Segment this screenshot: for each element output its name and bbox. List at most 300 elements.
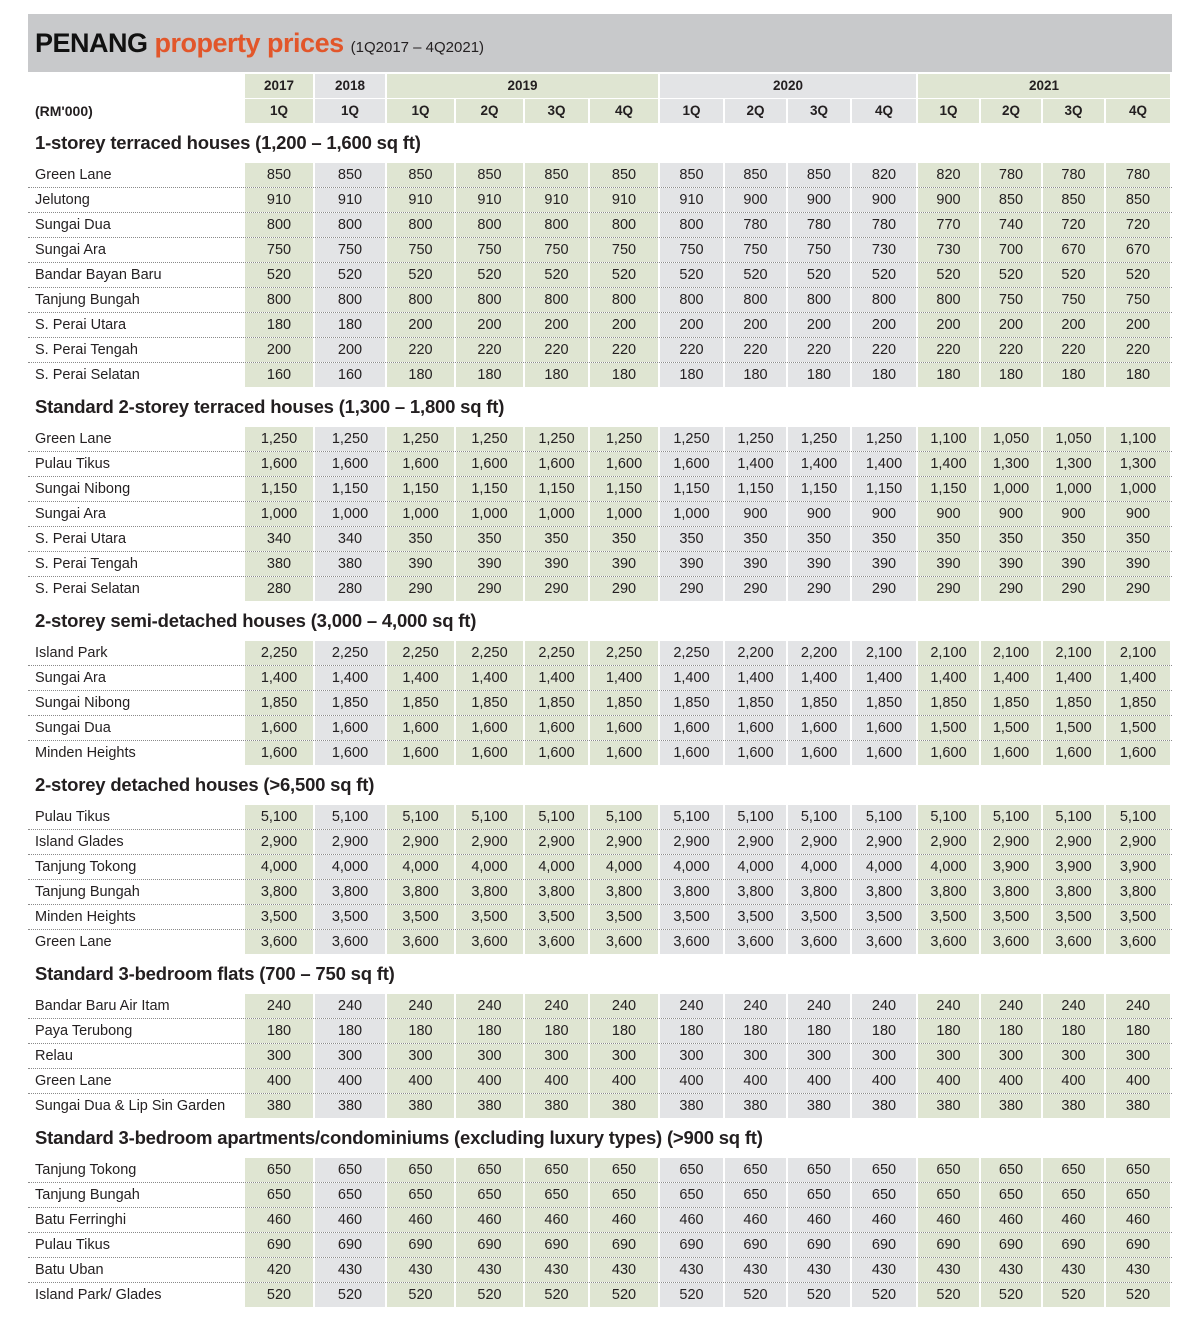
table-cell: 380 xyxy=(660,1094,723,1118)
table-cell: 430 xyxy=(590,1258,658,1282)
table-cell: 2,100 xyxy=(852,641,916,665)
table-cell: 1,850 xyxy=(456,691,523,715)
table-cell: 390 xyxy=(456,552,523,576)
table-cell: 3,800 xyxy=(725,880,786,904)
table-cell: 1,100 xyxy=(1106,427,1170,451)
table-cell: 290 xyxy=(918,577,979,601)
table-cell: 1,600 xyxy=(1106,741,1170,765)
table-cell: 220 xyxy=(590,338,658,362)
table-cell: 350 xyxy=(918,527,979,551)
table-cell: 1,850 xyxy=(315,691,385,715)
table-cell: 520 xyxy=(1106,263,1170,287)
table-cell: 900 xyxy=(918,502,979,526)
row-label: Tanjung Bungah xyxy=(35,1187,140,1203)
table-cell: 300 xyxy=(788,1044,850,1068)
table-cell: 650 xyxy=(525,1183,588,1207)
table-cell: 1,850 xyxy=(725,691,786,715)
table-cell: 400 xyxy=(788,1069,850,1093)
quarter-header: 4Q xyxy=(1106,99,1170,123)
table-cell: 2,200 xyxy=(725,641,786,665)
table-cell: 460 xyxy=(387,1208,454,1232)
table-cell: 350 xyxy=(788,527,850,551)
row-label: Sungai Ara xyxy=(35,506,106,522)
table-cell: 5,100 xyxy=(456,805,523,829)
table-cell: 850 xyxy=(456,163,523,187)
table-cell: 900 xyxy=(788,502,850,526)
table-cell: 2,900 xyxy=(590,830,658,854)
table-cell: 400 xyxy=(315,1069,385,1093)
table-cell: 650 xyxy=(852,1183,916,1207)
table-cell: 290 xyxy=(387,577,454,601)
quarter-header: 2Q xyxy=(981,99,1041,123)
row-label: Tanjung Bungah xyxy=(35,884,140,900)
table-cell: 690 xyxy=(981,1233,1041,1257)
table-cell: 300 xyxy=(245,1044,313,1068)
table-cell: 690 xyxy=(315,1233,385,1257)
table-cell: 750 xyxy=(1106,288,1170,312)
table-cell: 650 xyxy=(981,1158,1041,1182)
table-cell: 2,100 xyxy=(918,641,979,665)
table-cell: 3,600 xyxy=(981,930,1041,954)
table-cell: 800 xyxy=(456,213,523,237)
table-cell: 910 xyxy=(315,188,385,212)
row-label: S. Perai Selatan xyxy=(35,581,140,597)
table-cell: 2,900 xyxy=(1106,830,1170,854)
table-cell: 200 xyxy=(590,313,658,337)
table-cell: 1,850 xyxy=(245,691,313,715)
table-cell: 3,600 xyxy=(387,930,454,954)
table-cell: 5,100 xyxy=(315,805,385,829)
table-cell: 350 xyxy=(387,527,454,551)
table-cell: 650 xyxy=(725,1158,786,1182)
table-cell: 650 xyxy=(1106,1158,1170,1182)
row-label: S. Perai Utara xyxy=(35,317,127,333)
year-header: 2021 xyxy=(918,74,1170,98)
table-cell: 1,150 xyxy=(852,477,916,501)
table-cell: 850 xyxy=(1043,188,1104,212)
table-cell: 4,000 xyxy=(590,855,658,879)
row-label: Tanjung Tokong xyxy=(35,1162,137,1178)
table-cell: 2,900 xyxy=(788,830,850,854)
table-cell: 350 xyxy=(590,527,658,551)
table-cell: 2,250 xyxy=(525,641,588,665)
table-cell: 1,250 xyxy=(725,427,786,451)
table-cell: 5,100 xyxy=(387,805,454,829)
table-cell: 520 xyxy=(590,1283,658,1307)
table-cell: 1,150 xyxy=(788,477,850,501)
table-cell: 430 xyxy=(918,1258,979,1282)
table-cell: 3,600 xyxy=(725,930,786,954)
table-cell: 290 xyxy=(590,577,658,601)
table-cell: 240 xyxy=(852,994,916,1018)
table-cell: 3,500 xyxy=(315,905,385,929)
table-cell: 1,400 xyxy=(1043,666,1104,690)
table-cell: 3,800 xyxy=(981,880,1041,904)
table-cell: 380 xyxy=(315,552,385,576)
table-cell: 1,000 xyxy=(456,502,523,526)
table-cell: 460 xyxy=(788,1208,850,1232)
table-cell: 750 xyxy=(981,288,1041,312)
table-cell: 900 xyxy=(981,502,1041,526)
table-cell: 300 xyxy=(660,1044,723,1068)
table-cell: 5,100 xyxy=(1106,805,1170,829)
table-cell: 380 xyxy=(245,552,313,576)
table-cell: 520 xyxy=(788,1283,850,1307)
table-cell: 5,100 xyxy=(525,805,588,829)
table-cell: 650 xyxy=(1106,1183,1170,1207)
table-cell: 1,600 xyxy=(852,741,916,765)
table-cell: 900 xyxy=(725,502,786,526)
table-cell: 300 xyxy=(525,1044,588,1068)
row-label: Green Lane xyxy=(35,167,112,183)
row-label: Island Glades xyxy=(35,834,124,850)
row-label: Minden Heights xyxy=(35,909,136,925)
table-cell: 1,250 xyxy=(456,427,523,451)
table-cell: 690 xyxy=(525,1233,588,1257)
table-cell: 1,850 xyxy=(660,691,723,715)
table-cell: 400 xyxy=(918,1069,979,1093)
table-cell: 2,900 xyxy=(981,830,1041,854)
table-cell: 380 xyxy=(387,1094,454,1118)
section-title: 2-storey detached houses (>6,500 sq ft) xyxy=(35,774,375,795)
table-cell: 2,100 xyxy=(1106,641,1170,665)
row-label: Jelutong xyxy=(35,192,90,208)
table-cell: 220 xyxy=(852,338,916,362)
table-cell: 1,400 xyxy=(788,452,850,476)
table-cell: 380 xyxy=(315,1094,385,1118)
table-cell: 5,100 xyxy=(788,805,850,829)
table-cell: 180 xyxy=(590,363,658,387)
table-cell: 390 xyxy=(981,552,1041,576)
table-cell: 3,800 xyxy=(1043,880,1104,904)
table-cell: 1,850 xyxy=(387,691,454,715)
table-cell: 1,000 xyxy=(660,502,723,526)
table-cell: 670 xyxy=(1043,238,1104,262)
table-cell: 1,300 xyxy=(1043,452,1104,476)
table-cell: 900 xyxy=(1106,502,1170,526)
table-cell: 1,400 xyxy=(660,666,723,690)
table-cell: 650 xyxy=(387,1158,454,1182)
table-cell: 350 xyxy=(456,527,523,551)
table-cell: 900 xyxy=(1043,502,1104,526)
table-cell: 430 xyxy=(788,1258,850,1282)
row-label: Batu Ferringhi xyxy=(35,1212,127,1228)
table-cell: 240 xyxy=(1043,994,1104,1018)
table-cell: 160 xyxy=(315,363,385,387)
table-cell: 5,100 xyxy=(981,805,1041,829)
table-cell: 1,400 xyxy=(852,666,916,690)
table-cell: 180 xyxy=(725,363,786,387)
table-cell: 800 xyxy=(315,213,385,237)
year-header: 2017 xyxy=(245,74,313,98)
table-cell: 4,000 xyxy=(725,855,786,879)
title-accent: property prices xyxy=(154,28,344,58)
row-label: Sungai Ara xyxy=(35,670,106,686)
table-cell: 200 xyxy=(1106,313,1170,337)
table-cell: 380 xyxy=(725,1094,786,1118)
table-cell: 650 xyxy=(852,1158,916,1182)
section-title: Standard 3-bedroom flats (700 – 750 sq ft) xyxy=(35,963,395,984)
table-cell: 1,000 xyxy=(1043,477,1104,501)
table-cell: 220 xyxy=(918,338,979,362)
table-cell: 1,000 xyxy=(315,502,385,526)
table-cell: 1,600 xyxy=(456,452,523,476)
table-cell: 650 xyxy=(660,1158,723,1182)
row-label: Paya Terubong xyxy=(35,1023,133,1039)
table-cell: 4,000 xyxy=(660,855,723,879)
table-cell: 460 xyxy=(525,1208,588,1232)
table-cell: 4,000 xyxy=(315,855,385,879)
table-cell: 290 xyxy=(525,577,588,601)
table-cell: 3,800 xyxy=(315,880,385,904)
table-cell: 1,250 xyxy=(660,427,723,451)
table-cell: 650 xyxy=(245,1158,313,1182)
table-cell: 3,600 xyxy=(525,930,588,954)
table-cell: 1,600 xyxy=(245,716,313,740)
table-cell: 4,000 xyxy=(525,855,588,879)
table-cell: 2,250 xyxy=(245,641,313,665)
table-cell: 1,600 xyxy=(315,741,385,765)
table-cell: 460 xyxy=(981,1208,1041,1232)
table-cell: 290 xyxy=(1106,577,1170,601)
table-cell: 1,600 xyxy=(525,452,588,476)
section-title: 1-storey terraced houses (1,200 – 1,600 sq ft) xyxy=(35,132,421,153)
table-cell: 3,500 xyxy=(456,905,523,929)
table-cell: 460 xyxy=(1043,1208,1104,1232)
table-cell: 2,250 xyxy=(456,641,523,665)
table-cell: 240 xyxy=(315,994,385,1018)
table-cell: 180 xyxy=(315,313,385,337)
table-cell: 390 xyxy=(660,552,723,576)
table-cell: 1,150 xyxy=(456,477,523,501)
table-cell: 3,500 xyxy=(525,905,588,929)
table-cell: 2,250 xyxy=(387,641,454,665)
table-cell: 900 xyxy=(788,188,850,212)
table-cell: 400 xyxy=(852,1069,916,1093)
table-cell: 1,150 xyxy=(590,477,658,501)
table-cell: 1,150 xyxy=(660,477,723,501)
table-cell: 690 xyxy=(852,1233,916,1257)
table-cell: 180 xyxy=(1106,1019,1170,1043)
table-cell: 690 xyxy=(660,1233,723,1257)
table-cell: 520 xyxy=(852,1283,916,1307)
table-cell: 730 xyxy=(852,238,916,262)
table-cell: 650 xyxy=(788,1183,850,1207)
table-cell: 390 xyxy=(725,552,786,576)
table-cell: 1,250 xyxy=(245,427,313,451)
table-cell: 850 xyxy=(725,163,786,187)
table-cell: 1,600 xyxy=(245,741,313,765)
table-cell: 3,500 xyxy=(1106,905,1170,929)
table-cell: 1,850 xyxy=(590,691,658,715)
row-label: Tanjung Tokong xyxy=(35,859,137,875)
table-cell: 1,600 xyxy=(590,741,658,765)
table-cell: 1,600 xyxy=(660,452,723,476)
table-cell: 3,600 xyxy=(1106,930,1170,954)
table-cell: 400 xyxy=(456,1069,523,1093)
table-cell: 200 xyxy=(315,338,385,362)
table-cell: 5,100 xyxy=(725,805,786,829)
table-cell: 750 xyxy=(660,238,723,262)
table-cell: 1,600 xyxy=(387,741,454,765)
table-cell: 220 xyxy=(725,338,786,362)
table-cell: 3,500 xyxy=(981,905,1041,929)
table-cell: 3,600 xyxy=(1043,930,1104,954)
table-cell: 520 xyxy=(315,1283,385,1307)
table-cell: 280 xyxy=(245,577,313,601)
table-cell: 400 xyxy=(590,1069,658,1093)
table-cell: 1,400 xyxy=(525,666,588,690)
table-cell: 1,600 xyxy=(245,452,313,476)
table-cell: 1,600 xyxy=(315,452,385,476)
table-cell: 220 xyxy=(788,338,850,362)
table-cell: 800 xyxy=(660,288,723,312)
table-cell: 1,250 xyxy=(315,427,385,451)
table-cell: 1,600 xyxy=(725,741,786,765)
table-cell: 850 xyxy=(245,163,313,187)
table-cell: 180 xyxy=(788,1019,850,1043)
table-cell: 1,850 xyxy=(1043,691,1104,715)
row-label: Tanjung Bungah xyxy=(35,292,140,308)
table-cell: 380 xyxy=(981,1094,1041,1118)
table-cell: 4,000 xyxy=(387,855,454,879)
table-cell: 200 xyxy=(852,313,916,337)
table-cell: 200 xyxy=(1043,313,1104,337)
table-cell: 380 xyxy=(456,1094,523,1118)
table-cell: 420 xyxy=(245,1258,313,1282)
table-cell: 800 xyxy=(788,288,850,312)
table-cell: 240 xyxy=(1106,994,1170,1018)
table-cell: 910 xyxy=(245,188,313,212)
table-cell: 690 xyxy=(788,1233,850,1257)
table-cell: 5,100 xyxy=(590,805,658,829)
table-cell: 5,100 xyxy=(245,805,313,829)
table-cell: 3,500 xyxy=(1043,905,1104,929)
row-label: Green Lane xyxy=(35,1073,112,1089)
table-cell: 650 xyxy=(590,1158,658,1182)
table-cell: 520 xyxy=(918,1283,979,1307)
table-cell: 200 xyxy=(387,313,454,337)
table-cell: 3,600 xyxy=(788,930,850,954)
table-cell: 1,500 xyxy=(981,716,1041,740)
section-title: 2-storey semi-detached houses (3,000 – 4,000 sq ft) xyxy=(35,610,477,631)
table-cell: 400 xyxy=(660,1069,723,1093)
table-cell: 3,900 xyxy=(1106,855,1170,879)
table-cell: 3,600 xyxy=(852,930,916,954)
table-cell: 460 xyxy=(315,1208,385,1232)
table-cell: 380 xyxy=(918,1094,979,1118)
table-cell: 720 xyxy=(1106,213,1170,237)
table-cell: 400 xyxy=(525,1069,588,1093)
table-cell: 850 xyxy=(525,163,588,187)
table-cell: 1,850 xyxy=(981,691,1041,715)
section-title: Standard 3-bedroom apartments/condominiums (excluding luxury types) (>900 sq ft) xyxy=(35,1127,763,1148)
table-cell: 220 xyxy=(1106,338,1170,362)
table-cell: 520 xyxy=(456,1283,523,1307)
table-cell: 1,500 xyxy=(1106,716,1170,740)
table-cell: 750 xyxy=(1043,288,1104,312)
table-cell: 390 xyxy=(1106,552,1170,576)
table-cell: 340 xyxy=(245,527,313,551)
table-cell: 1,600 xyxy=(981,741,1041,765)
table-cell: 3,600 xyxy=(245,930,313,954)
table-cell: 1,150 xyxy=(525,477,588,501)
table-cell: 520 xyxy=(660,1283,723,1307)
table-cell: 1,000 xyxy=(245,502,313,526)
row-label: Sungai Dua xyxy=(35,720,111,736)
table-cell: 290 xyxy=(1043,577,1104,601)
quarter-header: 1Q xyxy=(245,99,313,123)
table-cell: 430 xyxy=(660,1258,723,1282)
table-cell: 520 xyxy=(590,263,658,287)
table-cell: 460 xyxy=(725,1208,786,1232)
table-cell: 430 xyxy=(387,1258,454,1282)
row-label: Bandar Bayan Baru xyxy=(35,267,162,283)
table-cell: 220 xyxy=(387,338,454,362)
table-cell: 750 xyxy=(245,238,313,262)
row-label: Sungai Dua & Lip Sin Garden xyxy=(35,1098,226,1114)
table-cell: 180 xyxy=(852,363,916,387)
table-cell: 750 xyxy=(725,238,786,262)
table-cell: 200 xyxy=(525,313,588,337)
table-cell: 800 xyxy=(525,213,588,237)
table-cell: 1,250 xyxy=(387,427,454,451)
table-cell: 350 xyxy=(525,527,588,551)
table-cell: 2,900 xyxy=(660,830,723,854)
table-cell: 910 xyxy=(660,188,723,212)
table-cell: 2,900 xyxy=(725,830,786,854)
table-cell: 4,000 xyxy=(245,855,313,879)
row-label: Bandar Baru Air Itam xyxy=(35,998,170,1014)
table-cell: 520 xyxy=(725,1283,786,1307)
row-label: Pulau Tikus xyxy=(35,456,110,472)
table-cell: 3,900 xyxy=(1043,855,1104,879)
table-cell: 520 xyxy=(315,263,385,287)
table-cell: 1,150 xyxy=(315,477,385,501)
table-cell: 520 xyxy=(852,263,916,287)
row-label: Sungai Nibong xyxy=(35,695,131,711)
table-cell: 290 xyxy=(981,577,1041,601)
table-cell: 460 xyxy=(918,1208,979,1232)
table-cell: 780 xyxy=(1043,163,1104,187)
table-cell: 1,150 xyxy=(918,477,979,501)
table-cell: 3,600 xyxy=(456,930,523,954)
table-cell: 380 xyxy=(590,1094,658,1118)
table-cell: 1,000 xyxy=(590,502,658,526)
table-cell: 290 xyxy=(725,577,786,601)
table-cell: 300 xyxy=(590,1044,658,1068)
row-label: Green Lane xyxy=(35,934,112,950)
table-cell: 2,900 xyxy=(1043,830,1104,854)
table-cell: 3,600 xyxy=(590,930,658,954)
table-cell: 460 xyxy=(456,1208,523,1232)
unit-label: (RM'000) xyxy=(35,103,93,119)
row-label: Sungai Ara xyxy=(35,242,106,258)
table-cell: 240 xyxy=(981,994,1041,1018)
table-cell: 3,800 xyxy=(1106,880,1170,904)
table-cell: 180 xyxy=(852,1019,916,1043)
table-cell: 3,800 xyxy=(852,880,916,904)
table-cell: 3,800 xyxy=(788,880,850,904)
table-cell: 750 xyxy=(525,238,588,262)
table-cell: 900 xyxy=(918,188,979,212)
table-cell: 300 xyxy=(725,1044,786,1068)
table-cell: 350 xyxy=(660,527,723,551)
table-cell: 290 xyxy=(852,577,916,601)
table-cell: 300 xyxy=(1043,1044,1104,1068)
table-cell: 180 xyxy=(1106,363,1170,387)
table-cell: 180 xyxy=(660,1019,723,1043)
